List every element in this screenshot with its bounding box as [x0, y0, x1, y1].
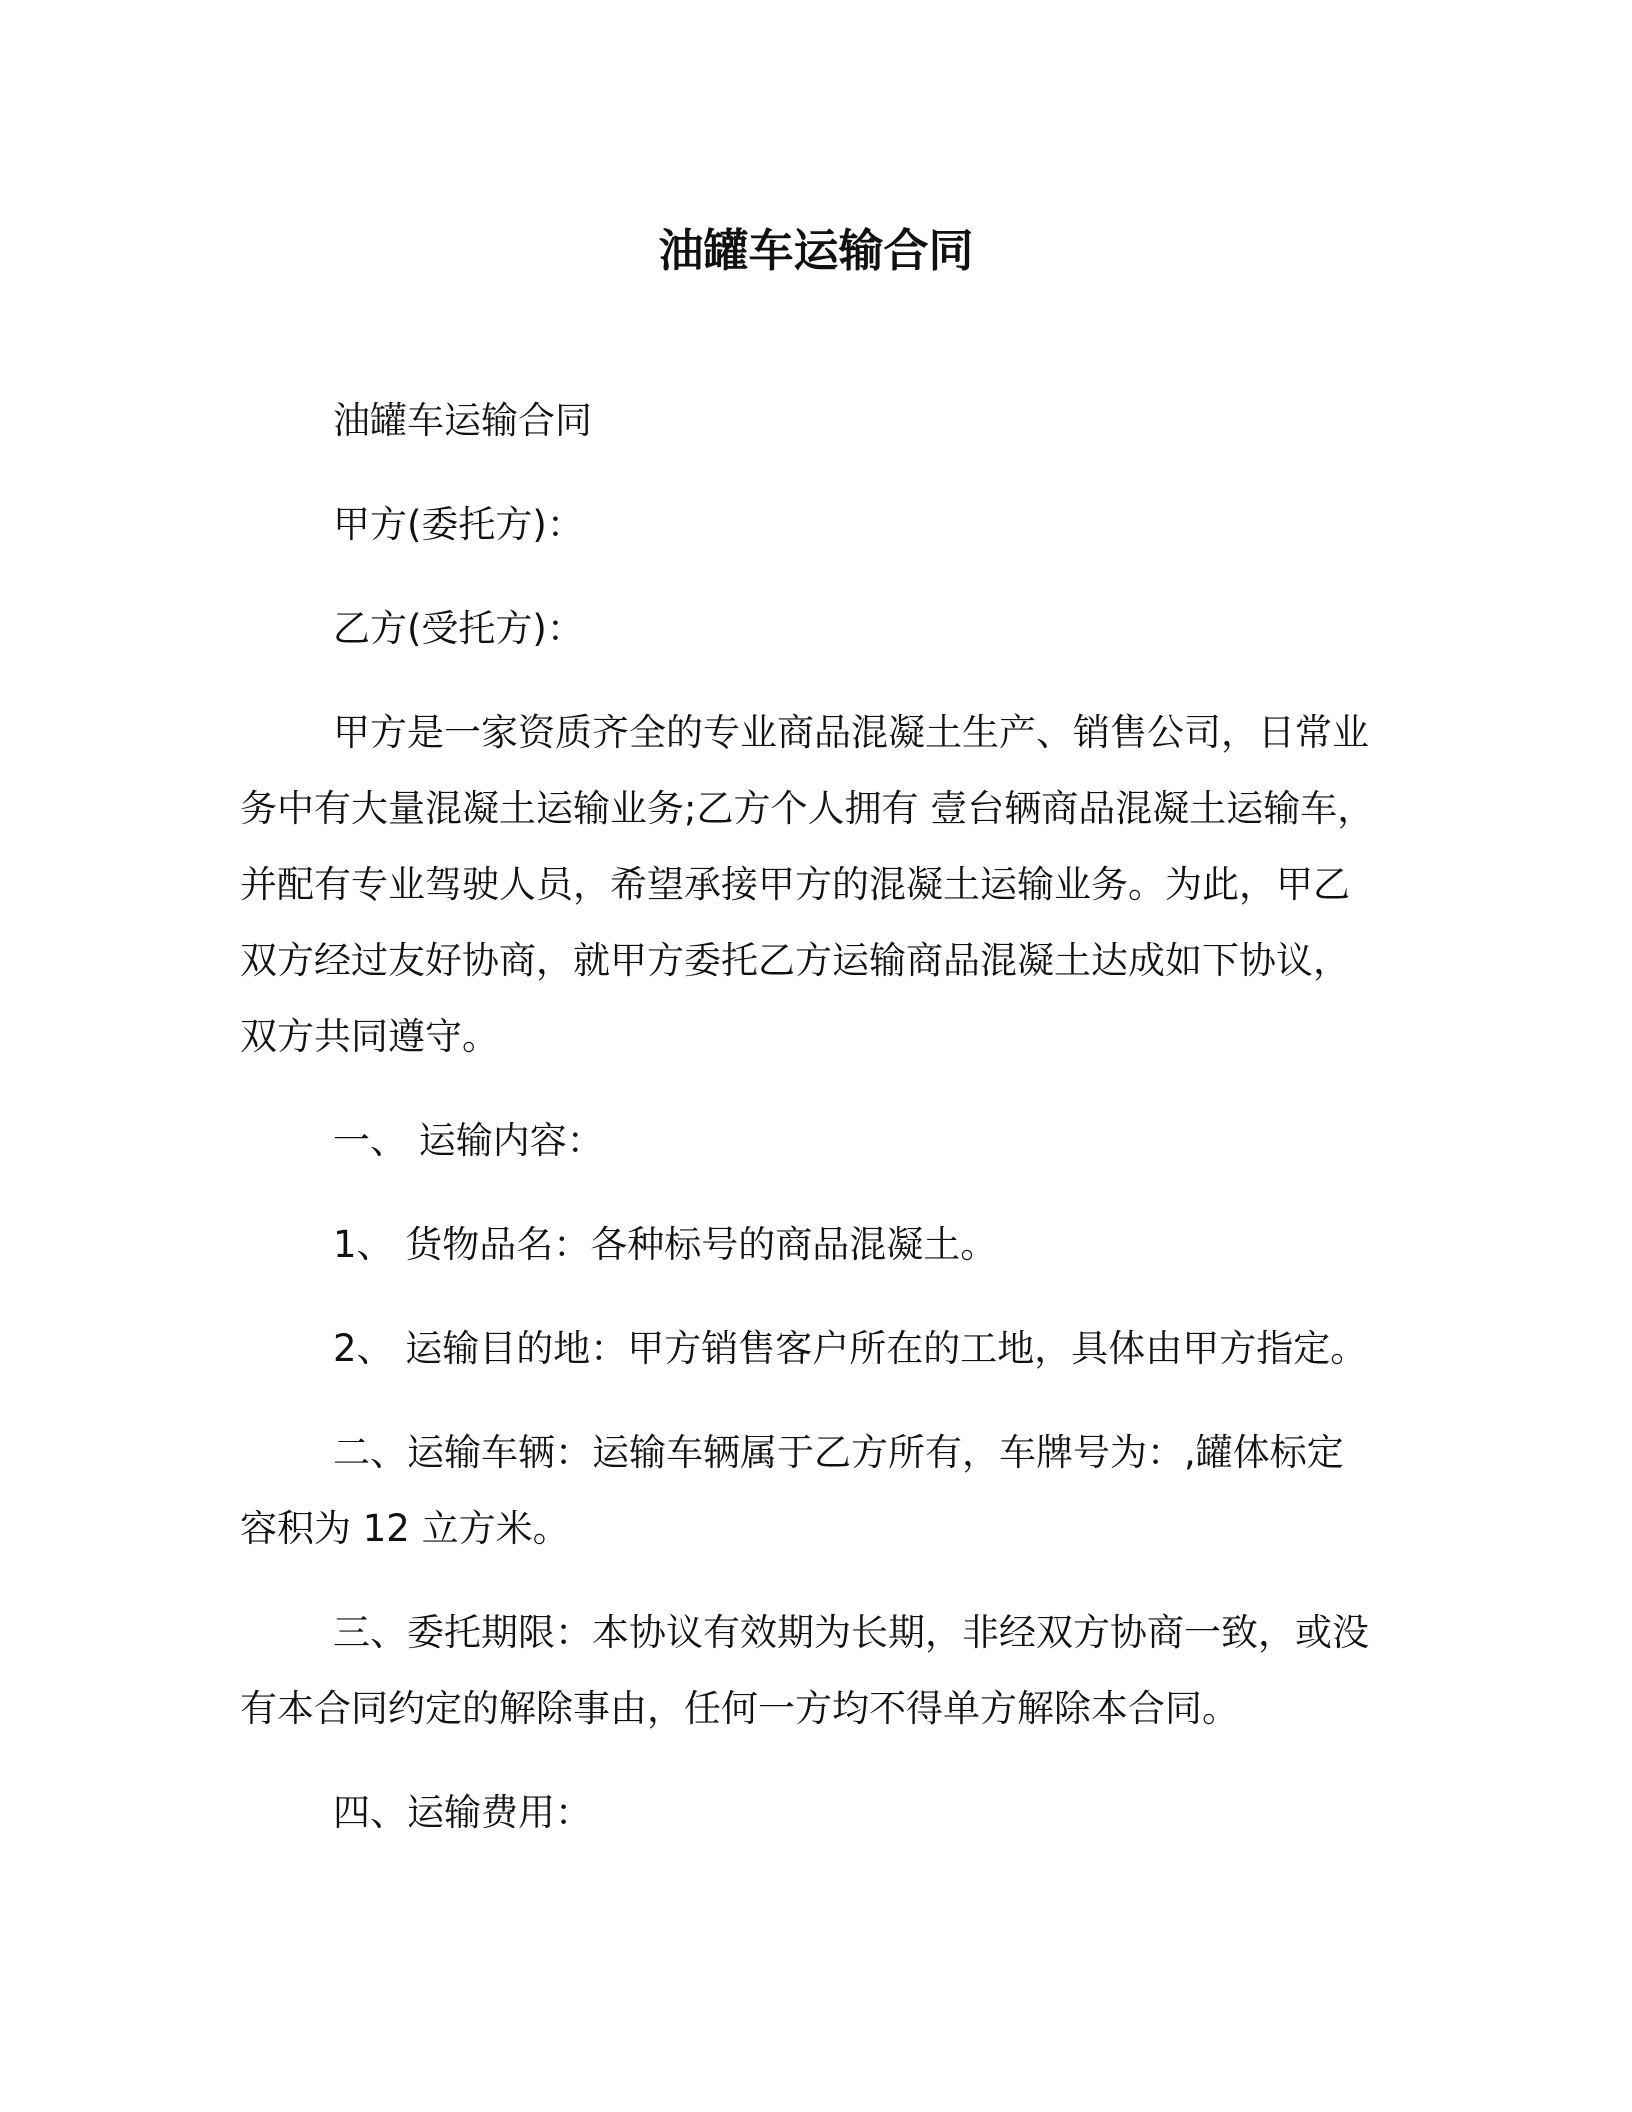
section-3-paragraph: [240, 1595, 1392, 1747]
paragraph-line: 甲方是一家资质齐全的专业商品混凝土生产、销售公司，日常业: [333, 711, 1369, 754]
party-b-line: [240, 591, 1392, 667]
contract-heading: [240, 383, 1392, 459]
section-1-heading: [240, 1103, 1392, 1179]
clause-1-1: [240, 1207, 1392, 1283]
paragraph-line: 2、 运输目的地：甲方销售客户所在的工地，具体由甲方指定。: [333, 1327, 1368, 1370]
paragraph-line: 双方共同遵守。: [240, 1015, 499, 1058]
paragraph-line: 四、运输费用：: [333, 1791, 592, 1834]
section-4-heading: [240, 1775, 1392, 1851]
paragraph-line: 1、 货物品名：各种标号的商品混凝土。: [333, 1223, 998, 1266]
preamble-paragraph: [240, 695, 1392, 1075]
paragraph-line: 一、 运输内容：: [333, 1119, 604, 1162]
document-body: [240, 383, 1392, 1879]
paragraph-line: 有本合同约定的解除事由，任何一方均不得单方解除本合同。: [240, 1687, 1239, 1730]
paragraph-line: 务中有大量混凝土运输业务;乙方个人拥有 壹台辆商品混凝土运输车，: [240, 787, 1375, 830]
section-2-paragraph: [240, 1415, 1392, 1567]
paragraph-line: 并配有专业驾驶人员，希望承接甲方的混凝土运输业务。为此，甲乙: [240, 863, 1350, 906]
party-a-line: [240, 487, 1392, 563]
paragraph-line: 三、委托期限：本协议有效期为长期，非经双方协商一致，或没: [333, 1611, 1369, 1654]
paragraph-line: 油罐车运输合同: [333, 399, 592, 442]
paragraph-line: 双方经过友好协商，就甲方委托乙方运输商品混凝土达成如下协议，: [240, 939, 1350, 982]
clause-1-2: [240, 1311, 1392, 1387]
paragraph-line: 甲方(委托方)：: [333, 503, 584, 546]
paragraph-line: 容积为 12 立方米。: [240, 1507, 570, 1550]
paragraph-line: 乙方(受托方)：: [333, 607, 584, 650]
document-title: 油罐车运输合同: [658, 224, 974, 277]
paragraph-line: 二、运输车辆：运输车辆属于乙方所有，车牌号为：,罐体标定: [333, 1431, 1344, 1474]
